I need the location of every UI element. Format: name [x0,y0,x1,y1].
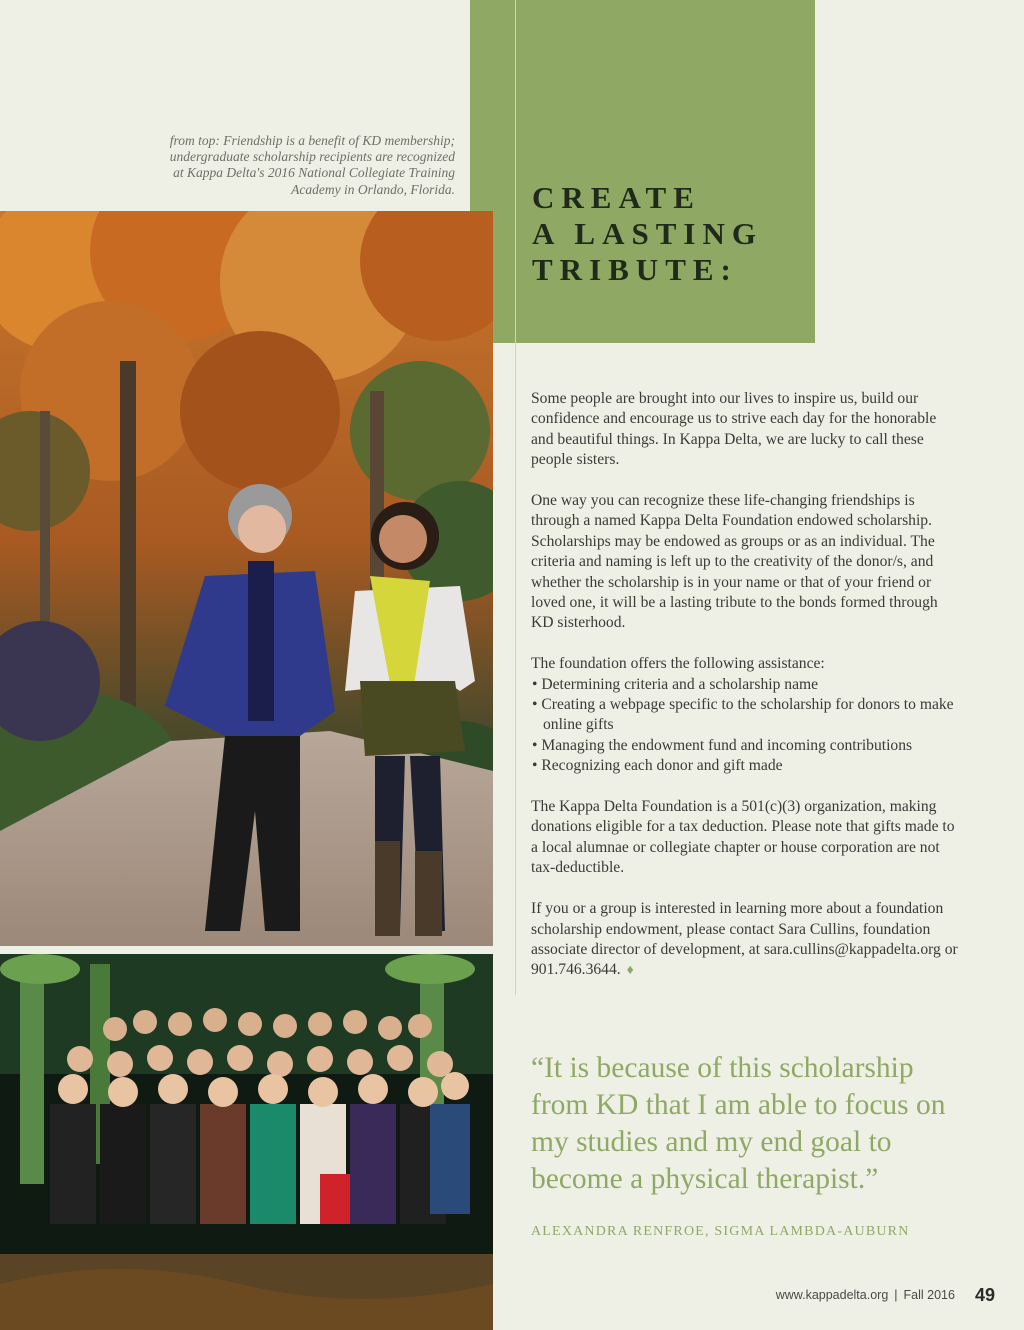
page-title [532,180,802,288]
paragraph: Some people are brought into our lives to inspire us, build our confidence and encourage us to strive each day for the honorable and beautiful things. In Kappa Delta, we are lucky to call these people sisters. [531,390,937,469]
title-block [470,0,815,343]
footer-separator: | [894,1288,898,1302]
caption-line: undergraduate scholarship recipients are recognized [169,149,455,165]
footer-issue: Fall 2016 [903,1288,955,1302]
contact-paragraph [531,899,961,982]
paragraph: The foundation offers the following assistance: [531,655,825,673]
caption-line: at Kappa Delta's 2016 National Collegiate Training [173,165,455,181]
diamond-icon: ♦ [626,963,634,979]
friendship-photo [0,211,493,946]
pull-quote: “It is because of this scholarship from KD that I am able to focus on my studies and my end goal to become a physical therapist.” [531,1052,946,1195]
paragraph: One way you can recognize these life-changing friendships is through a named Kappa Delta Foundation endowed scholarship. Scholarships may be endowed as groups or as an individual. The criteria and naming is left up to the creativity of the donor/s, and whether the scholarship is in your name or that of your friend or loved one, it will be a lasting tribute to the bonds formed through KD sisterhood. [531,492,938,632]
list-item: • Determining criteria and a scholarship name [531,675,961,695]
title-line: A LASTING [532,216,763,251]
page-number: 49 [974,1285,995,1305]
title-line: CREATE [532,180,701,215]
caption-line: Academy in Orlando, Florida. [291,181,455,197]
caption-line: from top: Friendship is a benefit of KD membership; [169,133,455,148]
list-item: • Creating a webpage specific to the scholarship for donors to make online gifts [531,695,961,736]
contact-text: If you or a group is interested in learning more about a foundation scholarship endowment, please contact Sara Cullins, foundation associate director of development, at sara.cullins@kappadelta.org or 901.746.3644. [531,900,958,979]
footer-url: www.kappadelta.org [775,1288,889,1302]
quote-attribution: ALEXANDRA RENFROE, SIGMA LAMBDA-AUBURN [531,1224,910,1239]
assistance-list [531,675,961,777]
page-footer [700,1285,995,1306]
column-divider [515,0,516,995]
paragraph: The Kappa Delta Foundation is a 501(c)(3) organization, making donations eligible for a tax deduction. Please note that gifts made to a local alumnae or collegiate chapter or house corporation are not tax-deductible. [531,798,955,877]
list-item: • Recognizing each donor and gift made [531,756,961,776]
article-body [531,389,961,1002]
photo-caption [120,133,455,198]
scholarship-recipients-photo [0,954,493,1330]
title-line: TRIBUTE: [532,252,738,287]
list-item: • Managing the endowment fund and incoming contributions [531,736,961,756]
